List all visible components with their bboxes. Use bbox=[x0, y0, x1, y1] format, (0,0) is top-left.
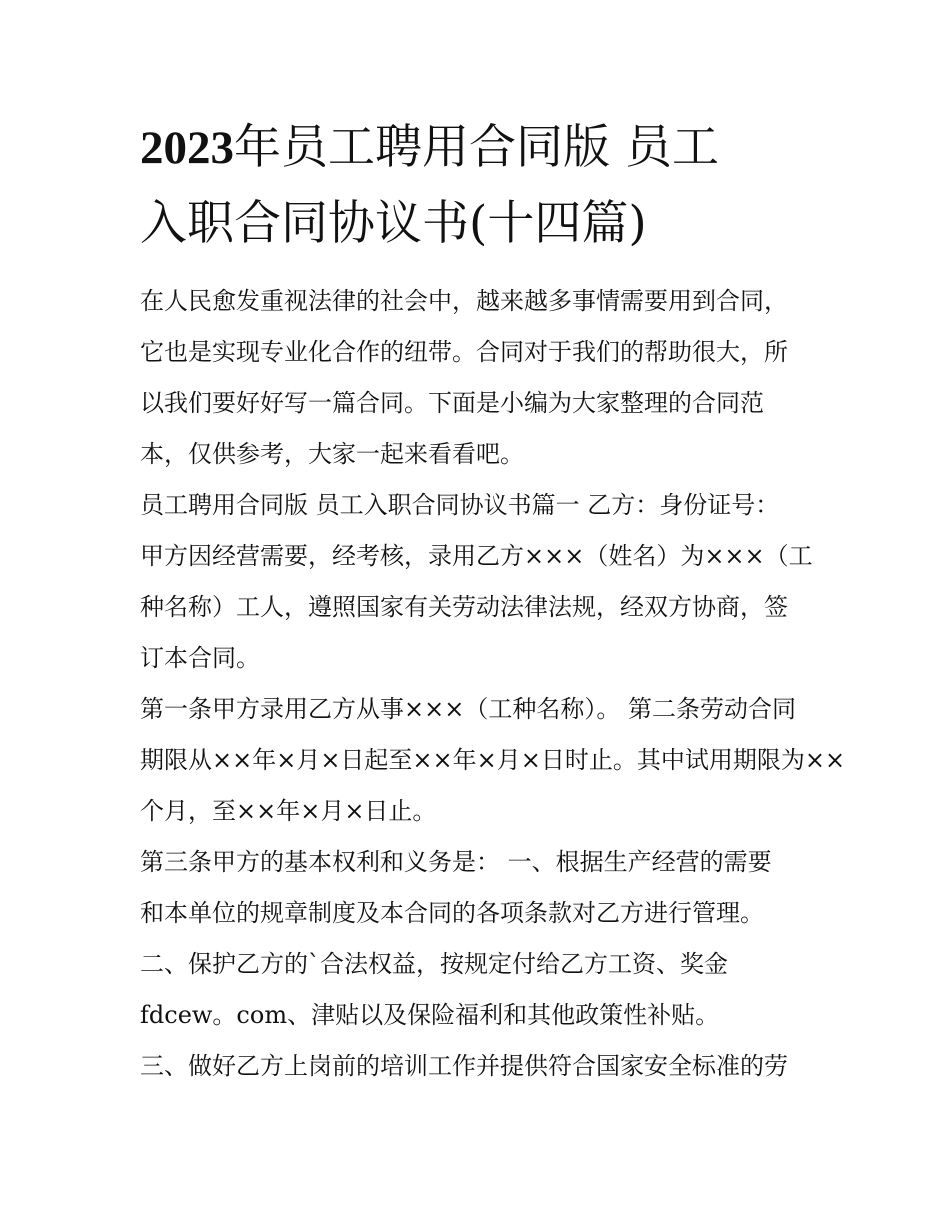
paragraph-article-1-2 bbox=[140, 684, 846, 837]
paragraph-contract-intro bbox=[140, 480, 830, 684]
text-line: 期限从××年×月×日起至××年×月×日时止。其中试用期限为×× bbox=[140, 746, 846, 774]
text-line: 种名称）工人，遵照国家有关劳动法律法规，经双方协商，签 bbox=[140, 593, 788, 621]
text-line: 本，仅供参考，大家一起来看看吧。 bbox=[140, 440, 524, 468]
text-line: 二、保护乙方的`合法权益，按规定付给乙方工资、奖金 bbox=[140, 950, 728, 978]
text-line: 和本单位的规章制度及本合同的各项条款对乙方进行管理。 bbox=[140, 899, 764, 927]
title-line-1-text: 年员工聘用合同版 员工 bbox=[234, 120, 719, 175]
document-title bbox=[140, 110, 820, 262]
document-body bbox=[140, 276, 846, 1092]
text-line: 甲方因经营需要，经考核，录用乙方×××（姓名）为×××（工 bbox=[140, 542, 813, 570]
title-year: 2023 bbox=[140, 122, 234, 174]
text-line: fdcew。com、津贴以及保险福利和其他政策性补贴。 bbox=[140, 1001, 720, 1029]
paragraph-article-3-item-3 bbox=[140, 1041, 830, 1092]
title-line-2: 入职合同协议书(十四篇) bbox=[140, 196, 647, 251]
title-line-1 bbox=[140, 110, 820, 186]
text-line: 第一条甲方录用乙方从事×××（工种名称）。 第二条劳动合同 bbox=[140, 695, 796, 723]
text-line: 三、做好乙方上岗前的培训工作并提供符合国家安全标准的劳 bbox=[140, 1052, 788, 1080]
text-line: 它也是实现专业化合作的纽带。合同对于我们的帮助很大，所 bbox=[140, 338, 788, 366]
text-line: 员工聘用合同版 员工入职合同协议书篇一 乙方：身份证号： bbox=[140, 491, 780, 519]
text-line: 订本合同。 bbox=[140, 644, 260, 672]
text-line: 个月，至××年×月×日止。 bbox=[140, 797, 437, 825]
paragraph-article-3 bbox=[140, 837, 830, 1041]
text-line: 在人民愈发重视法律的社会中，越来越多事情需要用到合同， bbox=[140, 287, 788, 315]
text-line: 第三条甲方的基本权利和义务是： 一、根据生产经营的需要 bbox=[140, 848, 772, 876]
text-line: 以我们要好好写一篇合同。下面是小编为大家整理的合同范 bbox=[140, 389, 764, 417]
paragraph-intro bbox=[140, 276, 830, 480]
